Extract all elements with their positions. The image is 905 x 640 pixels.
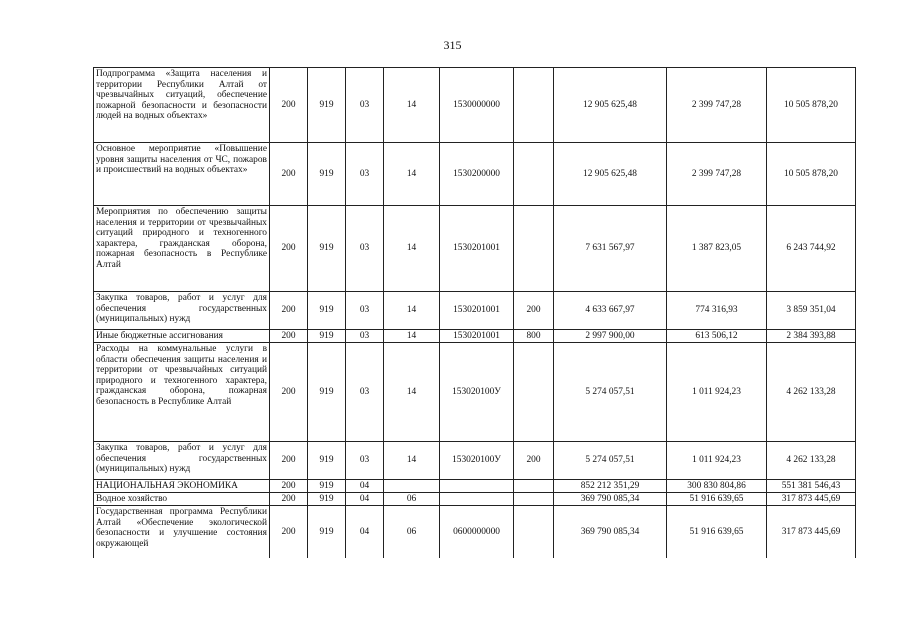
row-sum-second: 1 387 823,05	[667, 206, 767, 292]
row-name: Государственная программа Республики Алтай «Обеспечение экологической безопасности и улучшение состояния окружающей	[94, 506, 270, 558]
row-section-code: 04	[346, 480, 384, 493]
row-target-article-code	[440, 493, 514, 506]
row-target-article-code: 1530201001	[440, 292, 514, 330]
row-sum-third: 6 243 744,92	[767, 206, 856, 292]
row-grbs-code: 919	[308, 480, 346, 493]
row-target-article-code	[440, 480, 514, 493]
row-name: Закупка товаров, работ и услуг для обеспечения государственных (муниципальных) нужд	[94, 442, 270, 480]
row-section-code: 03	[346, 206, 384, 292]
row-sum-total: 4 633 667,97	[554, 292, 667, 330]
row-subsection-code: 14	[384, 343, 440, 442]
row-admin-code: 200	[270, 480, 308, 493]
row-sum-total: 12 905 625,48	[554, 68, 667, 143]
row-sum-third: 3 859 351,04	[767, 292, 856, 330]
row-admin-code: 200	[270, 206, 308, 292]
row-section-code: 03	[346, 143, 384, 206]
table-row	[94, 480, 856, 493]
row-section-code: 04	[346, 493, 384, 506]
row-grbs-code: 919	[308, 442, 346, 480]
row-target-article-code: 1530201001	[440, 206, 514, 292]
row-name: Мероприятия по обеспечению защиты населения и территории от чрезвычайных ситуаций природного и техногенного характера, гражданская оборона, пожарная безопасность в Республике Алтай	[94, 206, 270, 292]
row-grbs-code: 919	[308, 143, 346, 206]
row-sum-third: 317 873 445,69	[767, 493, 856, 506]
row-grbs-code: 919	[308, 330, 346, 343]
row-expense-type-code	[514, 143, 554, 206]
row-sum-second: 1 011 924,23	[667, 442, 767, 480]
row-name: Закупка товаров, работ и услуг для обеспечения государственных (муниципальных) нужд	[94, 292, 270, 330]
row-sum-third: 2 384 393,88	[767, 330, 856, 343]
row-grbs-code: 919	[308, 206, 346, 292]
row-sum-second: 2 399 747,28	[667, 143, 767, 206]
row-sum-second: 51 916 639,65	[667, 493, 767, 506]
row-subsection-code: 14	[384, 442, 440, 480]
row-expense-type-code	[514, 68, 554, 143]
row-sum-second: 2 399 747,28	[667, 68, 767, 143]
row-sum-third: 4 262 133,28	[767, 343, 856, 442]
row-grbs-code: 919	[308, 292, 346, 330]
row-sum-third: 10 505 878,20	[767, 143, 856, 206]
row-subsection-code: 14	[384, 68, 440, 143]
row-sum-total: 852 212 351,29	[554, 480, 667, 493]
row-target-article-code: 153020100У	[440, 343, 514, 442]
row-section-code: 03	[346, 330, 384, 343]
row-expense-type-code: 800	[514, 330, 554, 343]
row-sum-second: 613 506,12	[667, 330, 767, 343]
row-name: Водное хозяйство	[94, 493, 270, 506]
row-grbs-code: 919	[308, 493, 346, 506]
row-grbs-code: 919	[308, 506, 346, 558]
table-row	[94, 292, 856, 330]
row-sum-total: 2 997 900,00	[554, 330, 667, 343]
table-row	[94, 330, 856, 343]
budget-table	[93, 67, 856, 558]
row-section-code: 04	[346, 506, 384, 558]
table-row	[94, 493, 856, 506]
table-row	[94, 343, 856, 442]
row-target-article-code: 153020100У	[440, 442, 514, 480]
row-expense-type-code	[514, 480, 554, 493]
table-row	[94, 506, 856, 558]
row-admin-code: 200	[270, 292, 308, 330]
page-number: 315	[443, 38, 462, 52]
row-sum-total: 5 274 057,51	[554, 442, 667, 480]
row-subsection-code	[384, 480, 440, 493]
row-sum-second: 774 316,93	[667, 292, 767, 330]
row-admin-code: 200	[270, 330, 308, 343]
row-target-article-code: 1530201001	[440, 330, 514, 343]
row-target-article-code: 1530200000	[440, 143, 514, 206]
row-section-code: 03	[346, 442, 384, 480]
row-name: Подпрограмма «Защита населения и территории Республики Алтай от чрезвычайных ситуаций, обеспечение пожарной безопасности и безопасности людей на водных объектах»	[94, 68, 270, 143]
row-subsection-code: 14	[384, 330, 440, 343]
row-section-code: 03	[346, 343, 384, 442]
row-admin-code: 200	[270, 143, 308, 206]
row-sum-total: 12 905 625,48	[554, 143, 667, 206]
row-sum-total: 369 790 085,34	[554, 493, 667, 506]
row-sum-third: 317 873 445,69	[767, 506, 856, 558]
budget-table-body	[94, 68, 856, 558]
row-expense-type-code	[514, 343, 554, 442]
table-row	[94, 206, 856, 292]
row-grbs-code: 919	[308, 68, 346, 143]
row-expense-type-code: 200	[514, 292, 554, 330]
row-name: НАЦИОНАЛЬНАЯ ЭКОНОМИКА	[94, 480, 270, 493]
row-grbs-code: 919	[308, 343, 346, 442]
row-expense-type-code	[514, 493, 554, 506]
row-expense-type-code	[514, 506, 554, 558]
row-sum-second: 1 011 924,23	[667, 343, 767, 442]
row-admin-code: 200	[270, 343, 308, 442]
row-subsection-code: 14	[384, 143, 440, 206]
row-target-article-code: 0600000000	[440, 506, 514, 558]
row-admin-code: 200	[270, 506, 308, 558]
row-admin-code: 200	[270, 68, 308, 143]
row-subsection-code: 06	[384, 506, 440, 558]
row-name: Расходы на коммунальные услуги в области обеспечения защиты населения и территории от чрезвычайных ситуаций природного и техногенного характера, гражданская оборона, пожарная безопасность в Республике Алтай	[94, 343, 270, 442]
row-name: Основное мероприятие «Повышение уровня защиты населения от ЧС, пожаров и происшествий на водных объектах»	[94, 143, 270, 206]
row-section-code: 03	[346, 292, 384, 330]
table-row	[94, 442, 856, 480]
row-sum-total: 7 631 567,97	[554, 206, 667, 292]
row-subsection-code: 14	[384, 206, 440, 292]
row-sum-second: 51 916 639,65	[667, 506, 767, 558]
row-admin-code: 200	[270, 442, 308, 480]
row-subsection-code: 14	[384, 292, 440, 330]
row-sum-third: 10 505 878,20	[767, 68, 856, 143]
row-section-code: 03	[346, 68, 384, 143]
row-name: Иные бюджетные ассигнования	[94, 330, 270, 343]
table-row	[94, 143, 856, 206]
row-sum-total: 369 790 085,34	[554, 506, 667, 558]
row-sum-third: 551 381 546,43	[767, 480, 856, 493]
row-sum-total: 5 274 057,51	[554, 343, 667, 442]
row-admin-code: 200	[270, 493, 308, 506]
row-sum-second: 300 830 804,86	[667, 480, 767, 493]
row-target-article-code: 1530000000	[440, 68, 514, 143]
row-expense-type-code	[514, 206, 554, 292]
row-sum-third: 4 262 133,28	[767, 442, 856, 480]
row-expense-type-code: 200	[514, 442, 554, 480]
row-subsection-code: 06	[384, 493, 440, 506]
table-row	[94, 68, 856, 143]
